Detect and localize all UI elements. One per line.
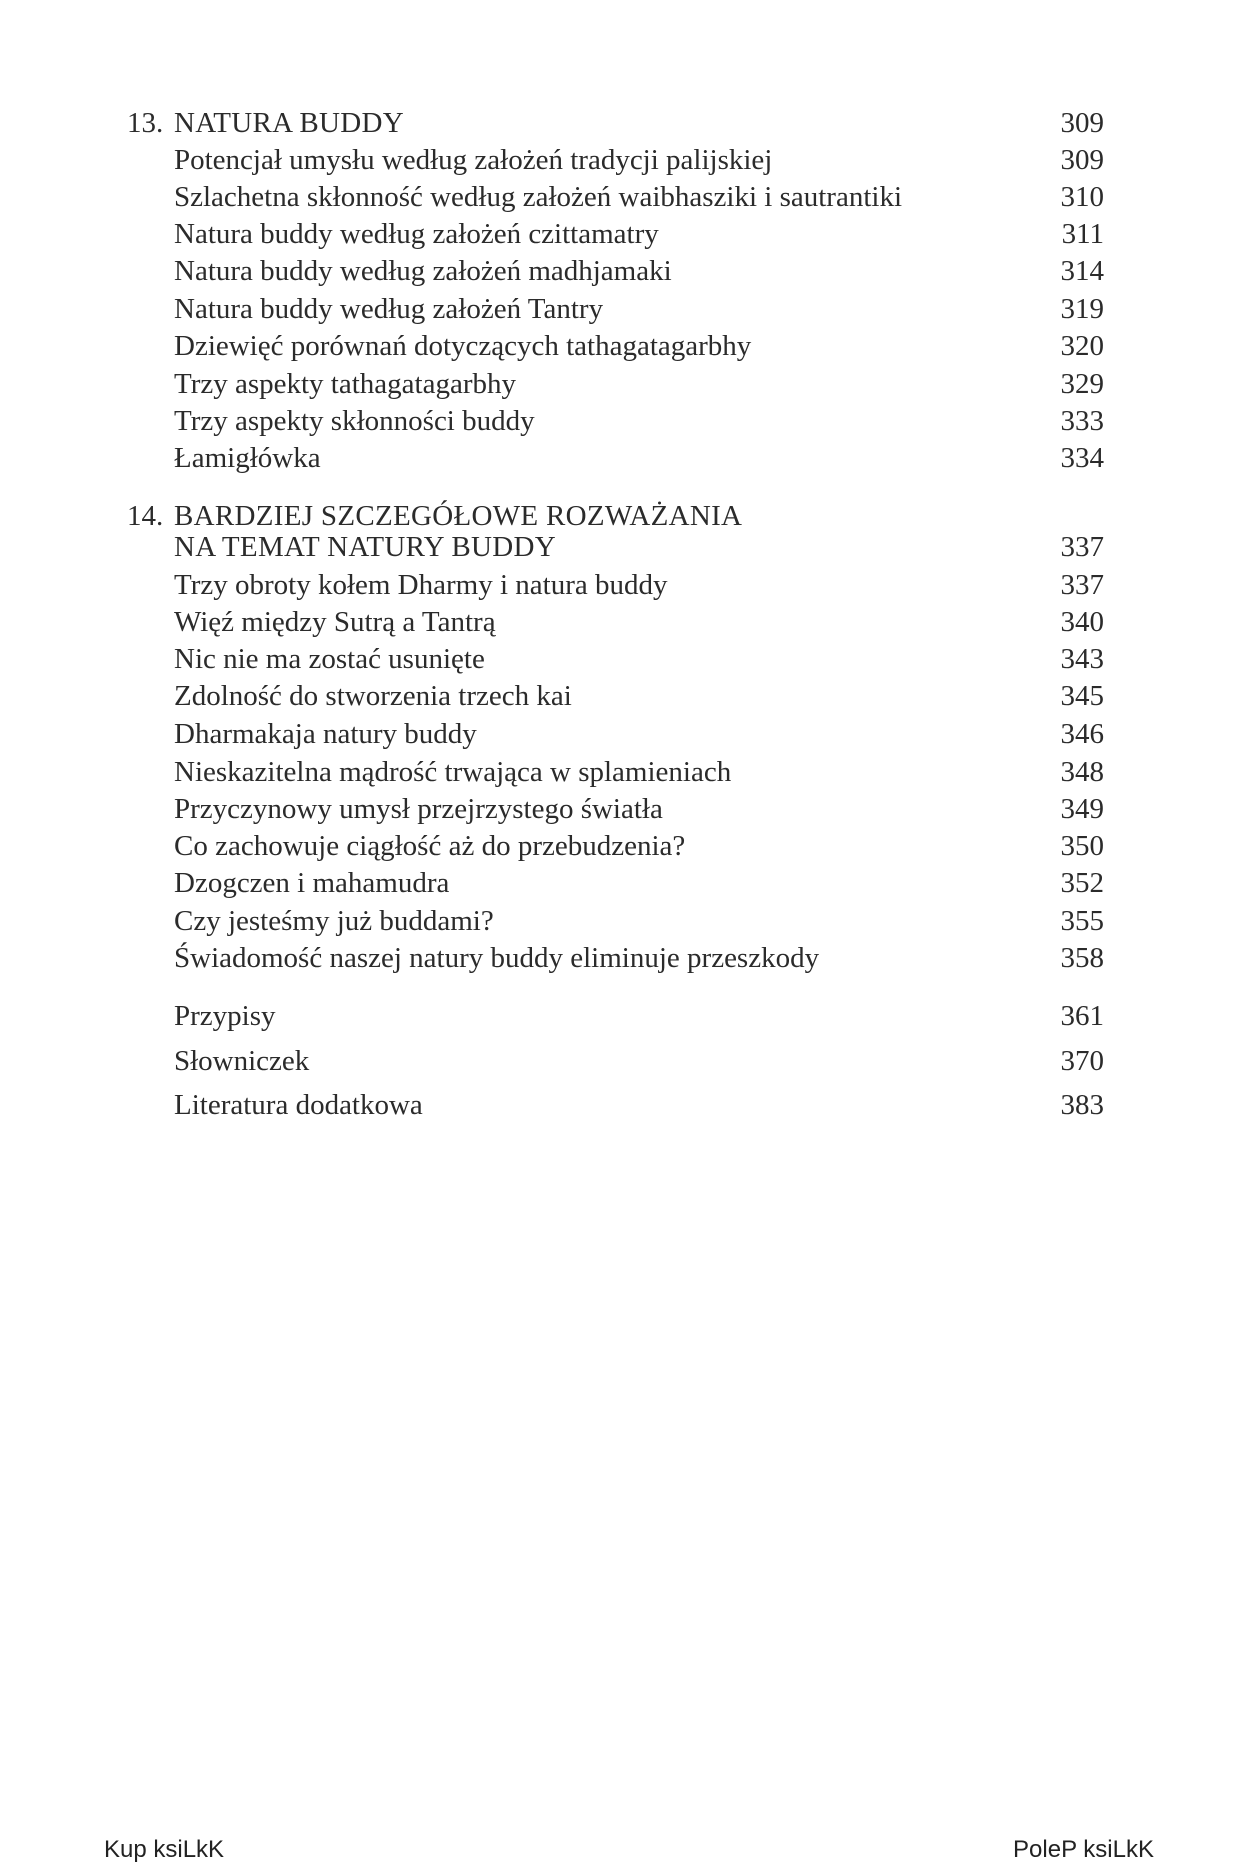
toc-entry-title: Nieskazitelna mądrość trwająca w splamieniach [174, 756, 732, 788]
chapter-title-line-2: NA TEMAT NATURY BUDDY [174, 531, 556, 563]
page-number: 310 [1060, 181, 1104, 213]
toc-entry [0, 826, 1244, 866]
page-number: 333 [1060, 405, 1104, 437]
toc-entry-title: Słowniczek [174, 1045, 310, 1077]
page-number: 329 [1060, 368, 1104, 400]
toc-entry [0, 901, 1244, 941]
page-number: 361 [1060, 1000, 1104, 1032]
toc-entry [0, 214, 1244, 254]
page-number: 319 [1060, 293, 1104, 325]
toc-entry-title: Więź między Sutrą a Tantrą [174, 606, 496, 638]
toc-entry [0, 289, 1244, 329]
toc-entry-title: Natura buddy według założeń Tantry [174, 293, 604, 325]
page-number: 355 [1060, 905, 1104, 937]
page-number: 309 [1060, 107, 1104, 139]
page-number: 346 [1060, 718, 1104, 750]
toc-entry [0, 364, 1244, 404]
page-number: 350 [1060, 830, 1104, 862]
page-number: 358 [1060, 942, 1104, 974]
toc-entry [0, 602, 1244, 642]
page-number: 345 [1060, 680, 1104, 712]
toc-entry [0, 177, 1244, 217]
toc-entry-back-matter [0, 1085, 1244, 1125]
page-number: 343 [1060, 643, 1104, 675]
page-number: 337 [1060, 569, 1104, 601]
toc-entry [0, 752, 1244, 792]
toc-entry-title: Potencjał umysłu według założeń tradycji palijskiej [174, 144, 773, 176]
toc-entry-title: Przyczynowy umysł przejrzystego światła [174, 793, 663, 825]
page-number: 337 [1060, 531, 1104, 563]
toc-entry-title: Przypisy [174, 1000, 276, 1032]
page-number: 383 [1060, 1089, 1104, 1121]
footer-buy-link[interactable]: Kup ksiLkK [104, 1836, 225, 1863]
toc-entry [0, 326, 1244, 366]
page-number: 311 [1061, 218, 1104, 250]
chapter-number: 13. [127, 107, 164, 139]
page-number: 340 [1060, 606, 1104, 638]
toc-entry-title: Natura buddy według założeń czittamatry [174, 218, 659, 250]
toc-entry-title: Natura buddy według założeń madhjamaki [174, 255, 672, 287]
page-number: 352 [1060, 867, 1104, 899]
toc-entry [0, 401, 1244, 441]
page-number: 348 [1060, 756, 1104, 788]
toc-entry [0, 565, 1244, 605]
toc-entry [0, 789, 1244, 829]
toc-entry-back-matter [0, 1041, 1244, 1081]
toc-entry-title: Co zachowuje ciągłość aż do przebudzenia? [174, 830, 686, 862]
toc-entry [0, 938, 1244, 978]
toc-entry-title: Świadomość naszej natury buddy eliminuje przeszkody [174, 942, 820, 974]
page-number: 349 [1060, 793, 1104, 825]
chapter-title-line-1: BARDZIEJ SZCZEGÓŁOWE ROZWAŻANIA [174, 500, 743, 532]
toc-entry [0, 251, 1244, 291]
page-number: 314 [1060, 255, 1104, 287]
page-number: 334 [1060, 442, 1104, 474]
chapter-13-heading [0, 103, 1244, 143]
toc-entry-title: Nic nie ma zostać usunięte [174, 643, 485, 675]
toc-entry-title: Literatura dodatkowa [174, 1089, 423, 1121]
toc-entry-title: Czy jesteśmy już buddami? [174, 905, 494, 937]
page-number: 370 [1060, 1045, 1104, 1077]
toc-entry-title: Zdolność do stworzenia trzech kai [174, 680, 572, 712]
toc-entry-title: Trzy aspekty skłonności buddy [174, 405, 535, 437]
toc-entry-title: Łamigłówka [174, 442, 321, 474]
toc-entry-back-matter [0, 996, 1244, 1036]
chapter-title: NATURA BUDDY [174, 107, 404, 139]
page-number: 320 [1060, 330, 1104, 362]
toc-entry [0, 863, 1244, 903]
toc-entry [0, 438, 1244, 478]
toc-entry-title: Dziewięć porównań dotyczących tathagatagarbhy [174, 330, 752, 362]
chapter-number: 14. [127, 500, 164, 532]
page-number: 309 [1060, 144, 1104, 176]
chapter-14-heading-continued [0, 527, 1244, 567]
toc-entry-title: Trzy aspekty tathagatagarbhy [174, 368, 516, 400]
toc-entry-title: Szlachetna skłonność według założeń waibhasziki i sautrantiki [174, 181, 903, 213]
toc-entry-title: Dzogczen i mahamudra [174, 867, 450, 899]
toc-entry [0, 714, 1244, 754]
toc-entry [0, 140, 1244, 180]
footer-recommend-link[interactable]: PoleP ksiLkK [1013, 1836, 1154, 1863]
toc-entry-title: Trzy obroty kołem Dharmy i natura buddy [174, 569, 668, 601]
toc-entry-title: Dharmakaja natury buddy [174, 718, 477, 750]
toc-entry [0, 676, 1244, 716]
toc-entry [0, 639, 1244, 679]
